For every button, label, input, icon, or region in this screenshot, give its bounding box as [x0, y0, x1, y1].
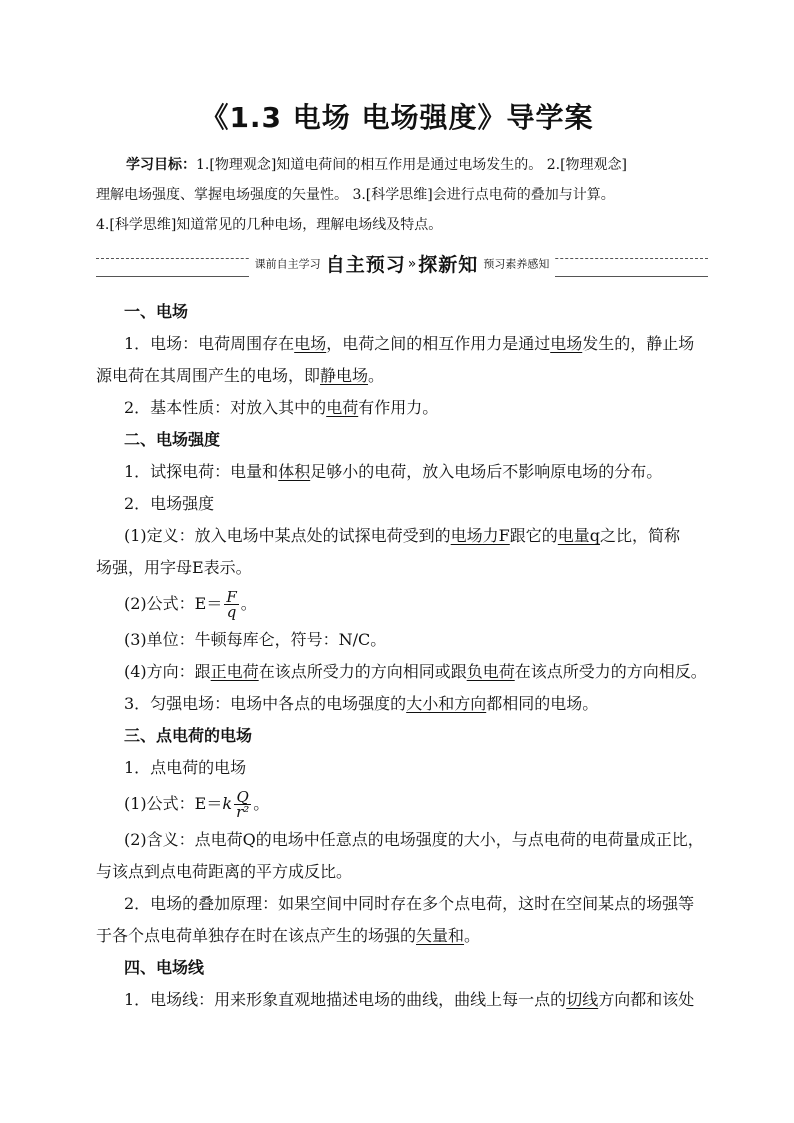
banner-right-caption: 预习素养感知	[483, 257, 550, 271]
section-heading-4: 四、电场线	[124, 958, 205, 977]
paragraph: (3)单位：牛顿每库仑，符号：N/C。	[124, 630, 387, 649]
paragraph: 2．基本性质：对放入其中的电荷有作用力。	[124, 398, 439, 417]
page-title: 《1.3 电场 电场强度》导学案	[200, 101, 594, 134]
paragraph: 源电荷在其周围产生的电场，即静电场。	[96, 366, 385, 385]
formula-line: (2)公式：E＝ $\frac{F}{q}$ 。	[124, 588, 257, 621]
section-heading-2: 二、电场强度	[124, 430, 221, 449]
goals-line-3: 4.[科学思维]知道常见的几种电场，理解电场线及特点。	[96, 217, 443, 233]
formula-line: (1)公式：E＝k $\frac{Q}{\text{r²}}$ 。	[124, 788, 270, 821]
paragraph: 2．电场的叠加原理：如果空间中同时存在多个点电荷，这时在空间某点的场强等	[124, 894, 695, 913]
double-arrow-icon: »	[407, 255, 417, 272]
section-heading-3: 三、点电荷的电场	[124, 726, 253, 745]
paragraph: 与该点到点电荷距离的平方成反比。	[96, 862, 353, 881]
banner-main-2: 探新知	[418, 254, 479, 276]
learning-goals	[96, 150, 708, 240]
paragraph: 1．电场线：用来形象直观地描述电场的曲线，曲线上每一点的切线方向都和该处	[124, 990, 695, 1009]
paragraph: (2)含义：点电荷Q的电场中任意点的电场强度的大小，与点电荷的电荷量成正比，	[124, 830, 704, 849]
paragraph: (1)定义：放入电场中某点处的试探电荷受到的电场力F跟它的电量q之比，简称	[124, 526, 681, 545]
paragraph: 1．试探电荷：电量和体积足够小的电荷，放入电场后不影响原电场的分布。	[124, 462, 663, 481]
paragraph: 1．电场：电荷周围存在电场，电荷之间的相互作用力是通过电场发生的，静止场	[124, 334, 695, 353]
document-body	[96, 296, 708, 1016]
paragraph: 于各个点电荷单独存在时在该点产生的场强的矢量和。	[96, 926, 481, 945]
goals-line-2: 理解电场强度、掌握电场强度的矢量性。 3.[科学思维]会进行点电荷的叠加与计算。	[96, 187, 615, 203]
banner-left-caption: 课前自主学习	[254, 257, 321, 271]
goals-line-1: 学习目标：1.[物理观念]知道电荷间的相互作用是通过电场发生的。 2.[物理观念]	[126, 157, 628, 173]
paragraph: 场强，用字母E表示。	[96, 558, 252, 577]
fraction: $\frac{F}{q}$	[226, 588, 237, 621]
banner-main-1: 自主预习	[325, 254, 406, 276]
paragraph: 3．匀强电场：电场中各点的电场强度的大小和方向都相同的电场。	[124, 694, 599, 713]
paragraph: 1．点电荷的电场	[124, 758, 247, 777]
paragraph: (4)方向：跟正电荷在该点所受力的方向相同或跟负电荷在该点所受力的方向相反。	[124, 662, 707, 681]
section-heading-1: 一、电场	[124, 302, 189, 321]
section-banner	[96, 250, 708, 282]
paragraph: 2．电场强度	[124, 494, 215, 513]
fraction: $\frac{Q}{\text{r²}}$	[236, 788, 250, 821]
goals-heading: 学习目标：	[126, 157, 196, 173]
